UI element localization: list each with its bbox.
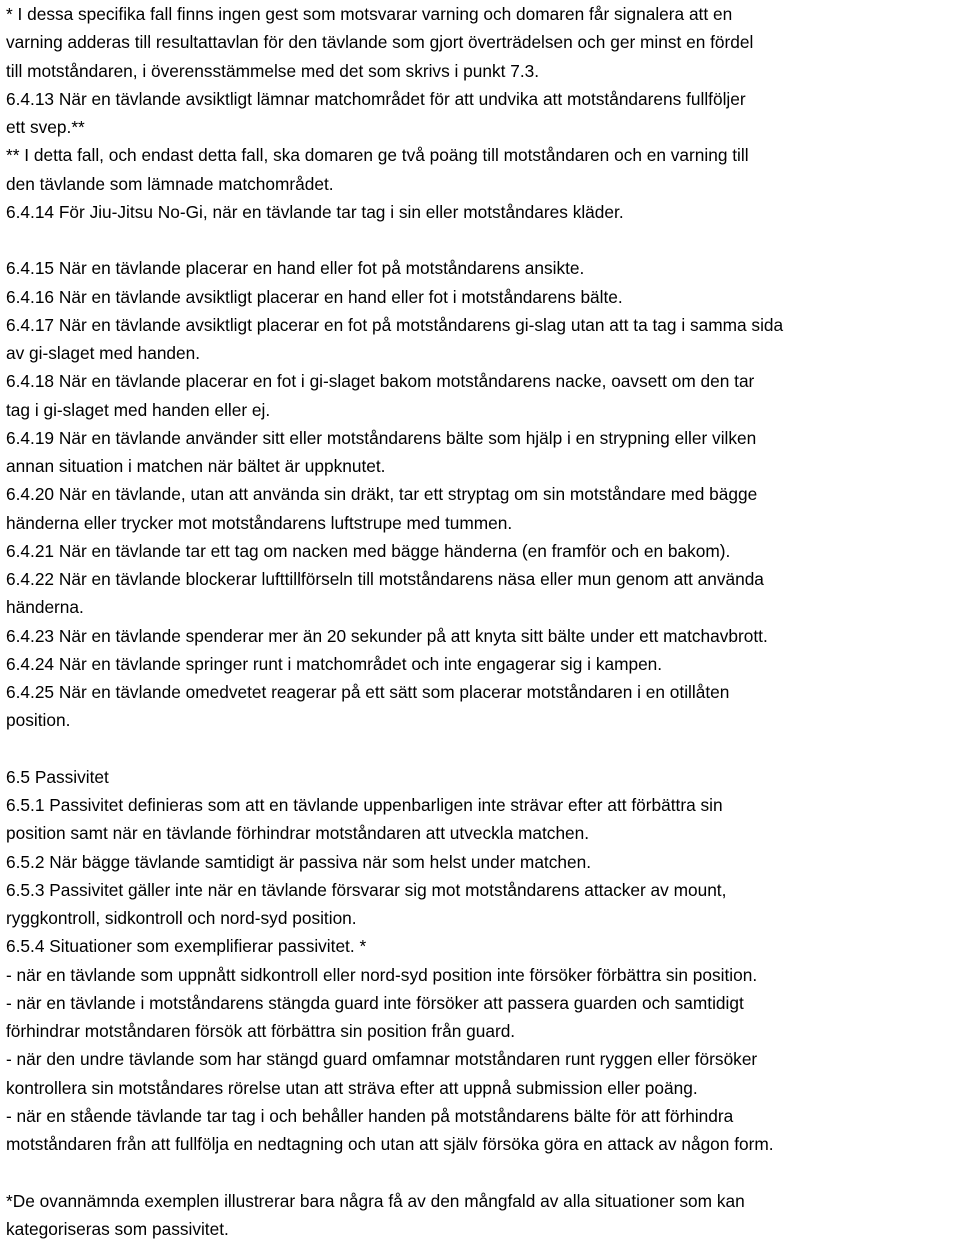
- text-line: 6.5.1 Passivitet definieras som att en tävlande uppenbarligen inte strävar efter att förbättra sin: [6, 795, 723, 815]
- text-line: den tävlande som lämnade matchområdet.: [6, 173, 334, 194]
- text-line: 6.4.19 När en tävlande använder sitt eller motståndarens bälte som hjälp i en strypning eller vilken: [6, 427, 757, 448]
- text-line: 6.4.24 När en tävlande springer runt i matchområdet och inte engagerar sig i kampen.: [6, 653, 663, 674]
- text-line: till motståndaren, i överensstämmelse med det som skrivs i punkt 7.3.: [6, 60, 540, 81]
- text-line: 6.4.23 När en tävlande spenderar mer än 20 sekunder på att knyta sitt bälte under ett matchavbrott.: [6, 625, 768, 646]
- text-line: varning adderas till resultattavlan för den tävlande som gjort överträdelsen och ger minst en fördel: [6, 32, 754, 53]
- text-line: händerna eller trycker mot motståndarens luftstrupe med tummen.: [6, 512, 513, 533]
- text-line: ** I detta fall, och endast detta fall, ska domaren ge två poäng till motståndaren och en varning till: [6, 145, 749, 166]
- text-line: tag i gi-slaget med handen eller ej.: [6, 399, 271, 420]
- section-heading: 6.5 Passivitet: [6, 766, 109, 787]
- footnote: kategoriseras som passivitet.: [6, 1218, 229, 1239]
- text-line: motståndaren från att fullfölja en nedtagning och utan att själv försöka göra en attack av någon form.: [6, 1134, 774, 1154]
- text-line: händerna.: [6, 597, 84, 618]
- list-item: - när en tävlande som uppnått sidkontroll eller nord-syd position inte försöker förbättra sin position.: [6, 964, 758, 985]
- blank-line: [6, 1158, 960, 1186]
- text-line: 6.4.18 När en tävlande placerar en fot i gi-slaget bakom motståndarens nacke, oavsett om den tar: [6, 371, 755, 392]
- text-line: förhindrar motståndaren försök att förbättra sin position från guard.: [6, 1021, 516, 1041]
- text-line: 6.5.2 När bägge tävlande samtidigt är passiva när som helst under matchen.: [6, 851, 592, 872]
- text-line: 6.4.13 När en tävlande avsiktligt lämnar matchområdet för att undvika att motståndarens fullföljer: [6, 88, 746, 109]
- text-line: 6.4.15 När en tävlande placerar en hand eller fot på motståndarens ansikte.: [6, 258, 585, 279]
- text-line: kontrollera sin motståndares rörelse utan att sträva efter att uppnå submission eller poäng.: [6, 1077, 698, 1098]
- text-line: av gi-slaget med handen.: [6, 343, 201, 363]
- text-line: ryggkontroll, sidkontroll och nord-syd position.: [6, 908, 357, 928]
- text-line: 6.4.20 När en tävlande, utan att använda sin dräkt, tar ett stryptag om sin motståndare med bägge: [6, 484, 758, 505]
- text-line: 6.4.16 När en tävlande avsiktligt placerar en hand eller fot i motståndarens bälte.: [6, 286, 623, 307]
- text-line: 6.5.3 Passivitet gäller inte när en tävlande försvarar sig mot motståndarens attacker av mount,: [6, 879, 727, 900]
- blank-line: [6, 226, 960, 254]
- list-item: - när den undre tävlande som har stängd guard omfamnar motståndaren runt ryggen eller försöker: [6, 1049, 758, 1070]
- text-line: 6.5.4 Situationer som exemplifierar passivitet. *: [6, 936, 367, 957]
- text-line: 6.4.14 För Jiu-Jitsu No-Gi, när en tävlande tar tag i sin eller motståndares kläder.: [6, 201, 624, 222]
- footnote: *De ovannämnda exemplen illustrerar bara några få av den mångfald av alla situationer som kan: [6, 1190, 745, 1211]
- list-item: - när en tävlande i motståndarens stängda guard inte försöker att passera guarden och samtidigt: [6, 992, 744, 1013]
- list-item: - när en stående tävlande tar tag i och behåller handen på motståndarens bälte för att förhindra: [6, 1105, 734, 1126]
- text-line: ett svep.**: [6, 117, 85, 137]
- text-line: position samt när en tävlande förhindrar motståndaren att utveckla matchen.: [6, 823, 590, 844]
- text-line: position.: [6, 710, 71, 731]
- text-line: 6.4.22 När en tävlande blockerar lufttillförseln till motståndarens näsa eller mun genom att använda: [6, 569, 764, 589]
- text-line: 6.4.21 När en tävlande tar ett tag om nacken med bägge händerna (en framför och en bakom).: [6, 540, 731, 561]
- text-line: * I dessa specifika fall finns ingen gest som motsvarar varning och domaren får signalera att en: [6, 4, 733, 24]
- text-line: annan situation i matchen när bältet är uppknutet.: [6, 456, 386, 476]
- text-line: 6.4.17 När en tävlande avsiktligt placerar en fot på motståndarens gi-slag utan att ta tag i samma sida: [6, 314, 784, 335]
- blank-line: [6, 735, 960, 763]
- text-line: 6.4.25 När en tävlande omedvetet reagerar på ett sätt som placerar motståndaren i en otillåten: [6, 682, 730, 702]
